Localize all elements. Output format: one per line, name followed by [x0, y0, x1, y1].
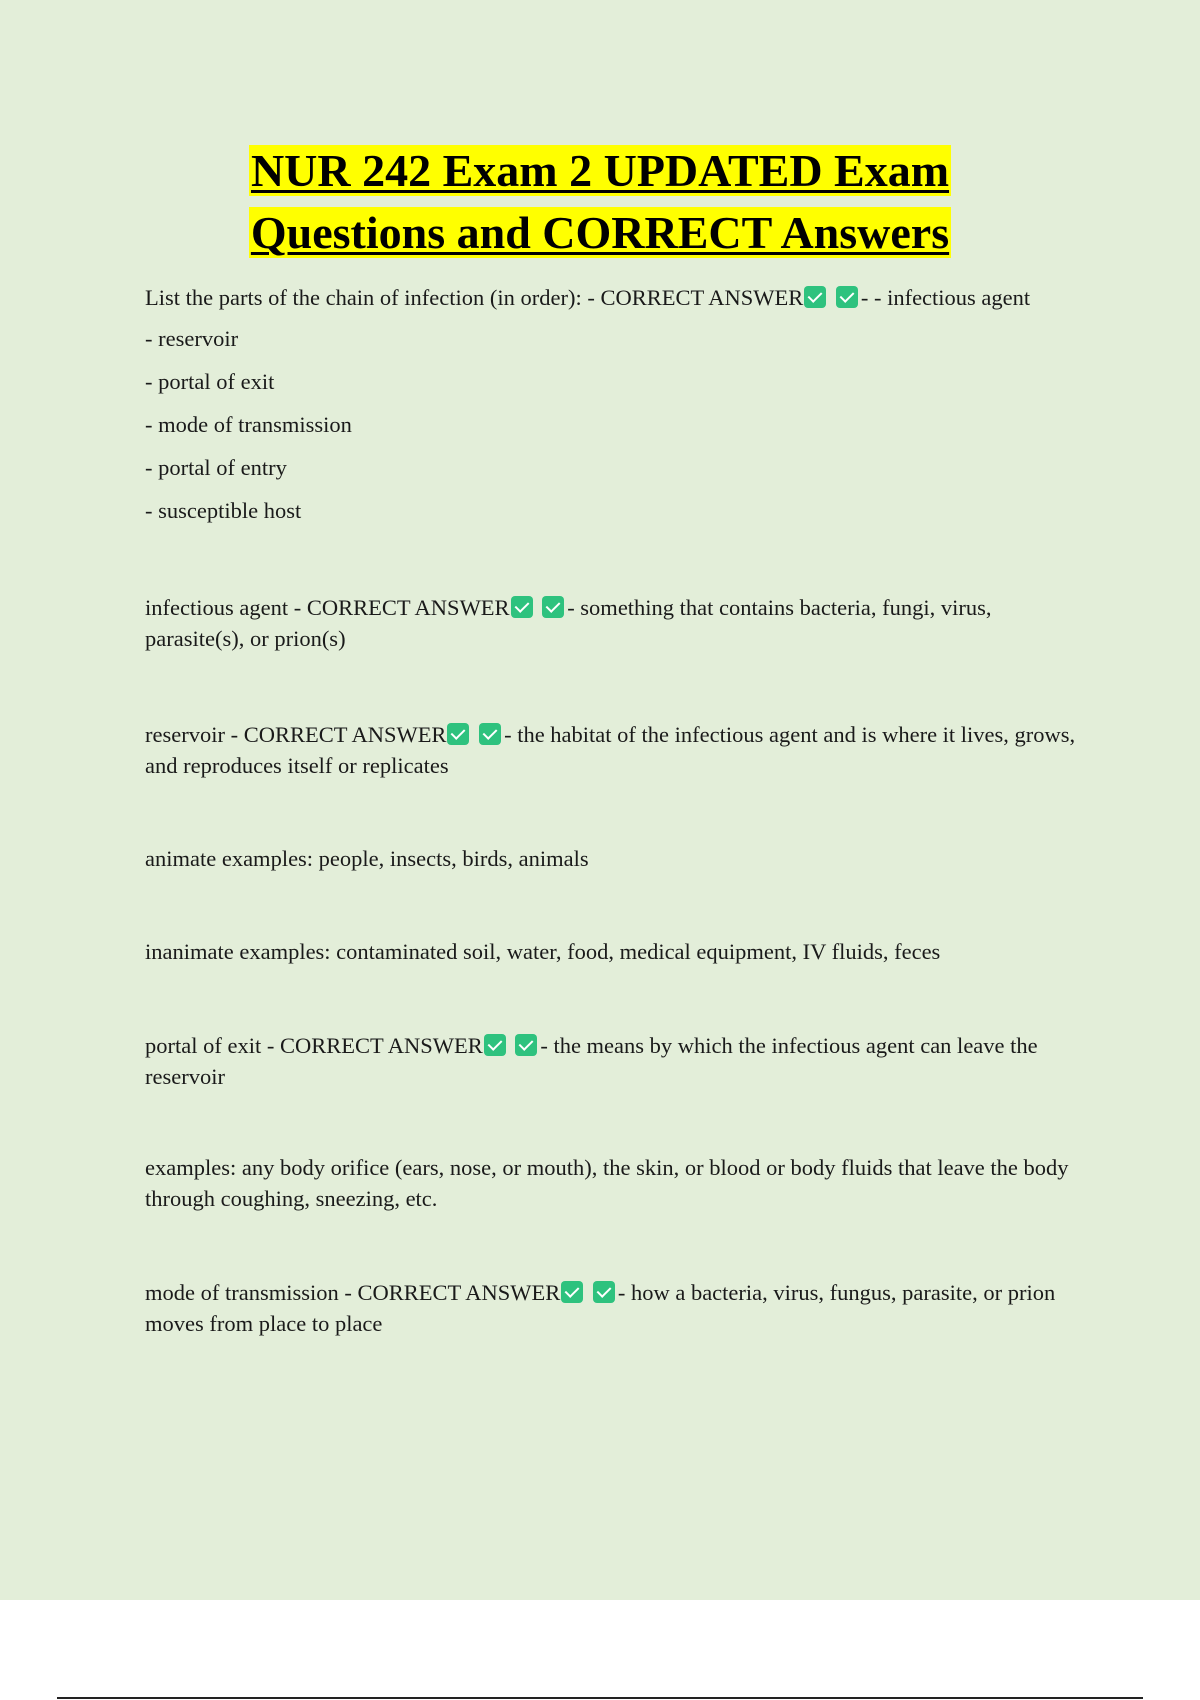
question-text: mode of transmission - CORRECT ANSWER	[145, 1280, 561, 1305]
answer-text: - - infectious agent	[860, 285, 1031, 310]
footer-divider	[57, 1697, 1143, 1699]
check-box-icon	[484, 1034, 506, 1056]
question-text: portal of exit - CORRECT ANSWER	[145, 1033, 483, 1058]
check-box-icon	[542, 596, 564, 618]
question-text: infectious agent - CORRECT ANSWER	[145, 595, 510, 620]
check-box-icon	[515, 1034, 537, 1056]
check-box-icon	[804, 286, 826, 308]
check-box-icon	[561, 1281, 583, 1303]
qa-entry	[145, 1277, 1090, 1339]
qa-entry	[145, 719, 1090, 781]
answer-text: - how a bacteria, virus, fungus, parasite, or prion moves from place to place	[145, 1280, 1056, 1336]
note-text: inanimate examples: contaminated soil, water, food, medical equipment, IV fluids, feces	[145, 939, 941, 964]
list-item: - susceptible host	[145, 498, 302, 523]
answer-text: - something that contains bacteria, fungi, virus, parasite(s), or prion(s)	[145, 595, 992, 651]
list-item: - portal of exit	[145, 369, 275, 394]
qa-entry	[145, 282, 1090, 313]
check-box-icon	[479, 723, 501, 745]
answer-text: - the habitat of the infectious agent and is where it lives, grows, and reproduces itself or replicates	[145, 722, 1076, 778]
qa-entry	[145, 592, 1090, 654]
answer-text: - the means by which the infectious agent can leave the reservoir	[145, 1033, 1038, 1089]
note-text: animate examples: people, insects, birds, animals	[145, 846, 589, 871]
question-text: reservoir - CORRECT ANSWER	[145, 722, 447, 747]
list-item: - portal of entry	[145, 455, 287, 480]
qa-content	[145, 282, 1090, 1339]
qa-entry	[145, 1030, 1090, 1092]
title-line-1: NUR 242 Exam 2 UPDATED Exam	[250, 145, 950, 196]
list-item: - mode of transmission	[145, 412, 352, 437]
title-line-2: Questions and CORRECT Answers	[250, 207, 950, 258]
check-box-icon	[511, 596, 533, 618]
note-text: examples: any body orifice (ears, nose, or mouth), the skin, or blood or body fluids that leave the body through coughing, sneezing, etc.	[145, 1155, 1069, 1211]
question-text: List the parts of the chain of infection (in order): - CORRECT ANSWER	[145, 285, 804, 310]
check-box-icon	[447, 723, 469, 745]
check-box-icon	[593, 1281, 615, 1303]
check-box-icon	[836, 286, 858, 308]
list-item: - reservoir	[145, 326, 239, 351]
page-title	[0, 140, 1200, 264]
